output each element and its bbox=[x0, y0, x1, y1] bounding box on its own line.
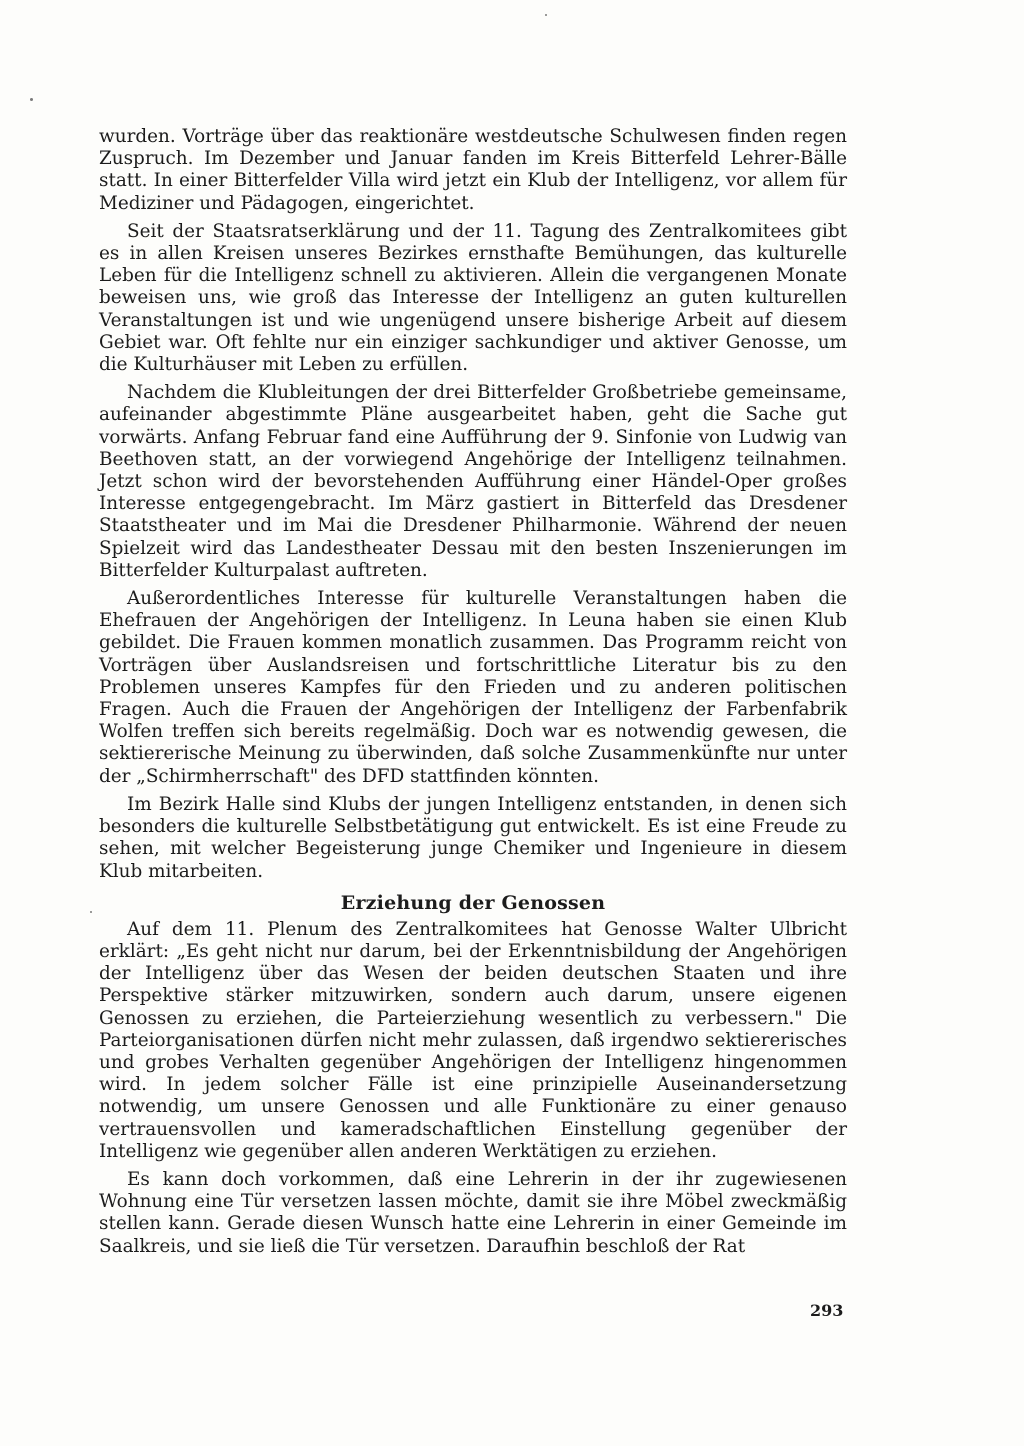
print-speck bbox=[90, 911, 92, 913]
paragraph-7: Es kann doch vorkommen, daß eine Lehrerin in der ihr zugewiesenen Wohnung eine Tür versetzen lassen möchte, damit sie ihre Möbel zweckmäßig stellen kann. Gerade diesen Wunsch hatte eine Lehrerin in einer Gemeinde im Saalkreis, und sie ließ die Tür versetzen. Daraufhin beschloß der Rat bbox=[99, 1168, 847, 1257]
print-speck bbox=[30, 98, 33, 101]
print-speck bbox=[545, 14, 547, 16]
paragraph-2: Seit der Staatsratserklärung und der 11. Tagung des Zentralkomitees gibt es in allen Kreisen unseres Bezirkes ernsthafte Bemühungen, das kulturelle Leben für die Intelligenz schnell zu aktivieren. Allein die vergangenen Monate beweisen uns, wie groß das Interesse der Intelligenz an guten kulturellen Veranstaltungen ist und wie ungenügend unsere bisherige Arbeit auf diesem Gebiet war. Oft fehlte nur ein einziger sachkundiger und aktiver Genosse, um die Kulturhäuser mit Leben zu erfüllen. bbox=[99, 220, 847, 376]
body-text bbox=[99, 126, 847, 1264]
paragraph-6: Auf dem 11. Plenum des Zentralkomitees hat Genosse Walter Ulbricht erklärt: „Es geht nicht nur darum, bei der Erkenntnisbildung der Angehörigen der Intelligenz über das Wesen der beiden deutschen Staaten und ihre Perspektive stärker mitzuwirken, sondern auch darum, unsere eigenen Genossen zu erziehen, die Parteierziehung wesentlich zu verbessern." Die Parteiorganisationen dürfen nicht mehr zulassen, daß irgendwo sektiererisches und grobes Verhalten gegenüber Angehörigen der Intelligenz hingenommen wird. In jedem solcher Fälle ist eine prinzipielle Auseinandersetzung notwendig, um unsere Genossen und alle Funktionäre zu einer genauso vertrauensvollen und kameradschaftlichen Einstellung gegenüber der Intelligenz wie gegenüber allen anderen Werktätigen zu erziehen. bbox=[99, 918, 847, 1162]
section-heading: Erziehung der Genossen bbox=[340, 891, 606, 914]
paragraph-4: Außerordentliches Interesse für kulturelle Veranstaltungen haben die Ehefrauen der Angehörigen der Intelligenz. In Leuna haben sie einen Klub gebildet. Die Frauen kommen monatlich zusammen. Das Programm reicht von Vorträgen über Auslandsreisen und fortschrittliche Literatur bis zu den Problemen unseres Kampfes für den Frieden und zu anderen politischen Fragen. Auch die Frauen der Angehörigen der Intelligenz der Farbenfabrik Wolfen treffen sich bereits regelmäßig. Doch war es notwendig gewesen, die sektiererische Meinung zu überwinden, daß solche Zusammenkünfte nur unter der „Schirmherrschaft" des DFD stattfinden könnten. bbox=[99, 588, 847, 787]
paragraph-1: wurden. Vorträge über das reaktionäre westdeutsche Schulwesen finden regen Zuspruch. Im Dezember und Januar fanden im Kreis Bitterfeld Lehrer-Bälle statt. In einer Bitterfelder Villa wird jetzt ein Klub der Intelligenz, vor allem für Mediziner und Pädagogen, eingerichtet. bbox=[99, 126, 847, 214]
paragraph-5: Im Bezirk Halle sind Klubs der jungen Intelligenz entstanden, in denen sich besonders die kulturelle Selbstbetätigung gut entwickelt. Es ist eine Freude zu sehen, mit welcher Begeisterung junge Chemiker und Ingenieure in diesem Klub mitarbeiten. bbox=[99, 793, 847, 882]
page-number: 293 bbox=[810, 1301, 844, 1320]
paragraph-3: Nachdem die Klubleitungen der drei Bitterfelder Großbetriebe gemeinsame, aufeinander abgestimmte Pläne ausgearbeitet haben, geht die Sache gut vorwärts. Anfang Februar fand eine Aufführung der 9. Sinfonie von Ludwig van Beethoven statt, an der vorwiegend Angehörige der Intelligenz teilnahmen. Jetzt schon wird der bevorstehenden Aufführung einer Händel-Oper großes Interesse entgegengebracht. Im März gastiert in Bitterfeld das Dresdener Staatstheater und im Mai die Dresdener Philharmonie. Während der neuen Spielzeit wird das Landestheater Dessau mit den besten Inszenierungen im Bitterfelder Kulturpalast auftreten. bbox=[99, 382, 847, 581]
